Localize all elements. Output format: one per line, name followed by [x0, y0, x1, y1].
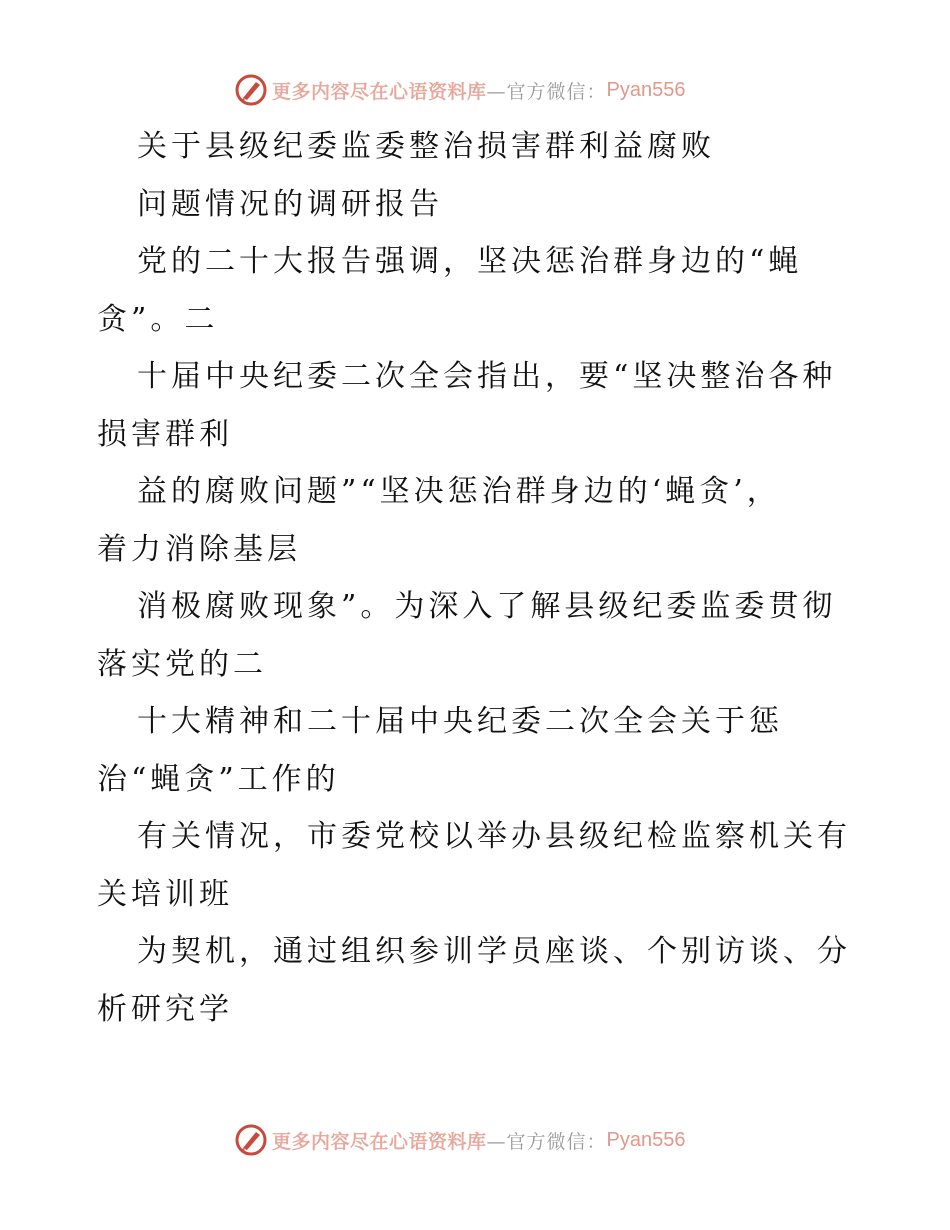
doc-paragraph-line: 关培训班: [97, 876, 233, 912]
doc-paragraph-line: 党的二十大报告强调，坚决惩治群身边的“蝇: [137, 244, 803, 279]
watermark-account-id: Pyan556: [606, 78, 686, 101]
doc-paragraph-line: 有关情况，市委党校以举办县级纪检监察机关有: [137, 819, 851, 854]
watermark-official-label: —官方微信：: [486, 80, 607, 103]
quill-logo-icon: [234, 73, 268, 107]
doc-paragraph-line: 损害群利: [97, 416, 233, 452]
doc-paragraph-line: 落实党的二: [97, 646, 267, 682]
watermark-account-id: Pyan556: [606, 1128, 686, 1151]
footer-watermark: [234, 1122, 686, 1158]
doc-paragraph-line: 着力消除基层: [97, 531, 301, 567]
doc-paragraph-line: 贪”。二: [97, 301, 219, 337]
doc-paragraph-line: 益的腐败问题”“坚决惩治群身边的‘蝇贪’，: [137, 474, 781, 509]
quill-logo-icon: [234, 1123, 268, 1157]
watermark-brand-text: 更多内容尽在心语资料库: [272, 1130, 487, 1153]
doc-paragraph-line: 析研究学: [97, 991, 233, 1027]
doc-paragraph-line: 消极腐败现象”。为深入了解县级纪委监委贯彻: [137, 589, 837, 624]
watermark-brand-text: 更多内容尽在心语资料库: [272, 80, 487, 103]
doc-paragraph-line: 为契机，通过组织参训学员座谈、个别访谈、分: [137, 934, 851, 969]
doc-title-line: 问题情况的调研报告: [137, 186, 443, 222]
doc-paragraph-line: 治“蝇贪”工作的: [97, 761, 340, 797]
doc-title-line: 关于县级纪委监委整治损害群利益腐败: [137, 129, 715, 164]
doc-paragraph-line: 十届中央纪委二次全会指出，要“坚决整治各种: [137, 359, 837, 394]
document-body: [97, 118, 897, 1038]
header-watermark: [234, 72, 686, 108]
doc-paragraph-line: 十大精神和二十届中央纪委二次全会关于惩: [137, 704, 783, 739]
watermark-official-label: —官方微信：: [486, 1130, 607, 1153]
